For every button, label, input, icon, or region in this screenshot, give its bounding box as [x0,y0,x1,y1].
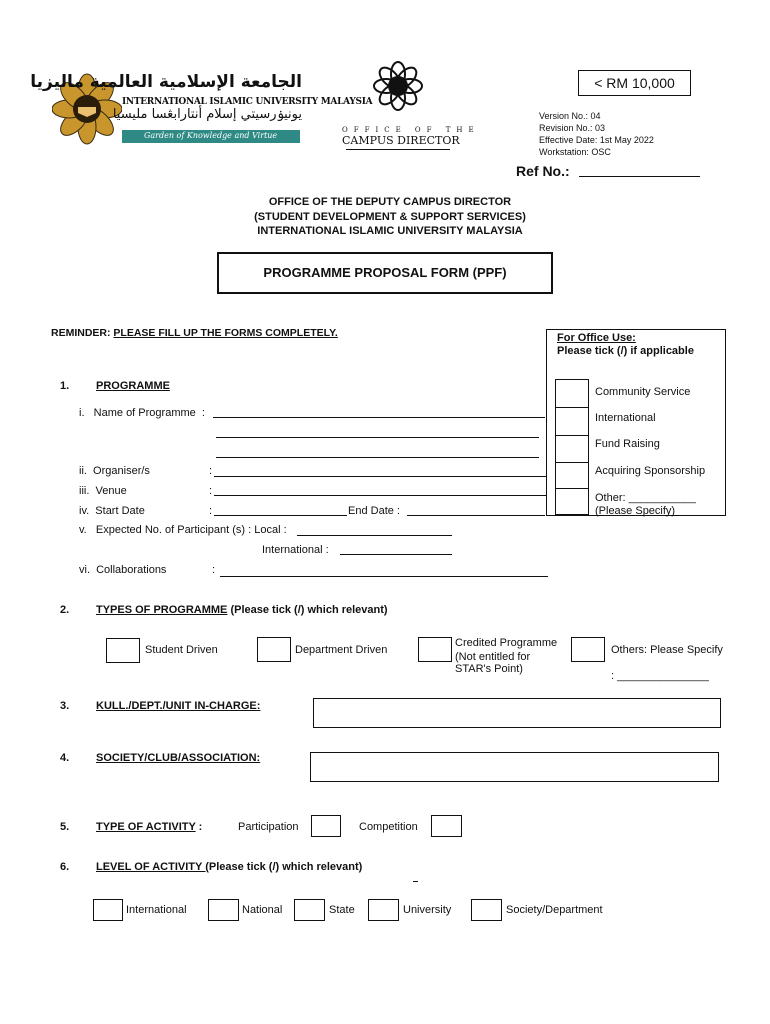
form-title: PROGRAMME PROPOSAL FORM (PPF) [263,265,507,280]
section-2-number: 2. [60,604,70,616]
office-use-item-sponsorship: Acquiring Sponsorship [595,465,706,477]
section-4-number: 4. [60,752,70,764]
name-of-programme-field-3[interactable] [216,457,539,458]
university-arabic-name: الجامعة الإسلامية العالمية ماليزيا [30,72,302,92]
section-1-number: 1. [60,380,70,392]
section-3-number: 3. [60,700,70,712]
office-use-checkbox-community[interactable] [555,379,589,408]
department-driven-checkbox[interactable] [257,637,291,662]
university-english-name: INTERNATIONAL ISLAMIC UNIVERSITY MALAYSIA [122,97,373,107]
section-5-heading [96,821,202,833]
section-5-colon: : [195,821,203,833]
competition-checkbox[interactable] [431,815,462,837]
office-use-item-community: Community Service [595,386,691,398]
revision-text: Revision No.: 03 [539,123,606,133]
venue-field[interactable] [214,495,546,496]
credited-programme-checkbox[interactable] [418,637,452,662]
participants-international-field[interactable] [340,554,452,555]
level-society-label: Society/Department [506,904,603,916]
name-of-programme-field-1[interactable] [213,417,545,418]
office-use-checkbox-sponsorship[interactable] [555,462,589,489]
workstation-text: Workstation: OSC [539,147,611,157]
ref-no-label: Ref No.: [516,163,570,179]
organiser-colon: : [209,465,213,477]
others-label: Others: Please Specify [611,644,723,656]
logo-underline [346,149,450,150]
participants-label: v. Expected No. of Participant (s) : Local : [79,524,287,536]
venue-colon: : [209,485,213,497]
university-jawi-name: يونيۏرسيتي إسلام أنتارابڠسا مليسيا [112,107,302,122]
office-use-item-international: International [595,412,656,424]
end-date-field[interactable] [407,515,545,516]
office-use-checkbox-international[interactable] [555,407,589,436]
office-use-checkbox-fund[interactable] [555,435,589,463]
tagline-banner [122,130,300,143]
office-line-2: (STUDENT DEVELOPMENT & SUPPORT SERVICES) [254,211,526,223]
collaborations-field[interactable] [220,576,548,577]
office-use-item-specify: (Please Specify) [595,505,676,517]
participants-local-field[interactable] [297,535,452,536]
reminder-prefix: REMINDER: [51,327,114,339]
dept-in-charge-field[interactable] [313,698,721,728]
section-6-number: 6. [60,861,70,873]
effective-date-text: Effective Date: 1st May 2022 [539,135,654,145]
name-of-programme-label: i. Name of Programme : [79,407,205,419]
others-checkbox[interactable] [571,637,605,662]
credited-programme-note-2: STAR's Point) [455,663,523,675]
section-2-heading [96,604,388,616]
collaborations-label: vi. Collaborations [79,564,167,576]
reminder-text: PLEASE FILL UP THE FORMS COMPLETELY. [113,327,338,339]
credited-programme-label: Credited Programme [455,637,558,649]
level-state-checkbox[interactable] [294,899,325,921]
section-6-dash [413,881,418,882]
participation-label: Participation [238,821,299,833]
amount-label: < RM 10,000 [594,75,675,91]
student-driven-label: Student Driven [145,644,218,656]
reminder [51,327,338,339]
end-date-label: End Date : [348,505,400,517]
form-title-box [217,252,553,294]
office-small-label: OFFICE OF THE [342,126,480,134]
section-5-title: TYPE OF ACTIVITY [96,821,196,833]
collaborations-colon: : [212,564,216,576]
level-national-checkbox[interactable] [208,899,239,921]
ref-no-field[interactable] [579,176,700,177]
version-text: Version No.: 04 [539,111,601,121]
section-6-heading [96,861,362,873]
organiser-field[interactable] [214,476,546,477]
venue-label: iii. Venue [79,485,127,497]
section-6-hint: Please tick (/) which relevant) [208,861,363,873]
amount-box [578,70,691,96]
name-of-programme-field-2[interactable] [216,437,539,438]
start-date-label: iv. Start Date [79,505,145,517]
section-3-title: KULL./DEPT./UNIT IN-CHARGE: [96,700,261,712]
office-line-1: OFFICE OF THE DEPUTY CAMPUS DIRECTOR [268,196,512,208]
start-date-colon: : [209,505,213,517]
section-5-number: 5. [60,821,70,833]
competition-label: Competition [359,821,418,833]
section-4-title: SOCIETY/CLUB/ASSOCIATION: [96,752,261,764]
start-date-field[interactable] [214,515,347,516]
section-1-title: PROGRAMME [96,380,170,392]
office-use-checkbox-other[interactable] [555,488,589,515]
society-club-field[interactable] [310,752,719,782]
participation-checkbox[interactable] [311,815,341,837]
credited-programme-note-1: (Not entitled for [455,651,531,663]
section-2-hint: (Please tick (/) which relevant) [227,604,388,616]
others-specify-field[interactable]: : _______________ [611,670,709,682]
level-university-label: University [403,904,452,916]
level-society-checkbox[interactable] [471,899,502,921]
tagline: Garden of Knowledge and Virtue [144,131,278,140]
office-use-subtitle: Please tick (/) if applicable [557,345,694,357]
office-use-item-other: Other: ___________ [595,492,696,504]
campus-director-logo [342,60,480,152]
section-2-title: TYPES OF PROGRAMME [96,604,228,616]
level-international-label: International [126,904,187,916]
office-use-title: For Office Use: [557,332,636,344]
level-national-label: National [242,904,283,916]
iium-logo [30,72,373,148]
level-international-checkbox[interactable] [93,899,123,921]
campus-director-emblem-icon [373,60,423,112]
participants-international-label: International : [262,544,329,556]
organiser-label: ii. Organiser/s [79,465,150,477]
student-driven-checkbox[interactable] [106,638,140,663]
office-use-item-fund: Fund Raising [595,438,660,450]
level-university-checkbox[interactable] [368,899,399,921]
section-6-title: LEVEL OF ACTIVITY ( [96,861,209,873]
level-state-label: State [329,904,355,916]
department-driven-label: Department Driven [295,644,388,656]
office-line-3: INTERNATIONAL ISLAMIC UNIVERSITY MALAYSIA [257,225,523,237]
office-big-label: CAMPUS DIRECTOR [342,134,460,147]
